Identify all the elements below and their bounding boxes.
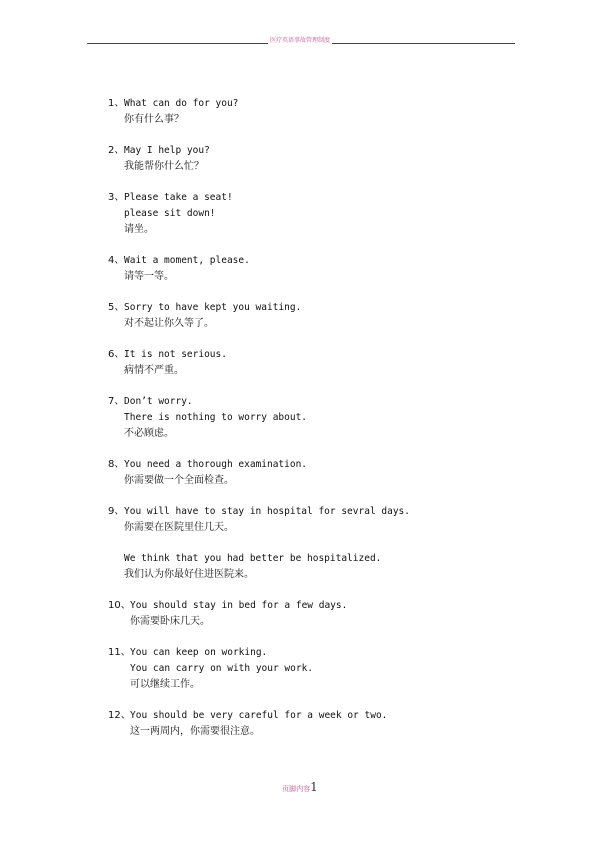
english-text: please sit down!	[124, 208, 216, 219]
list-item	[108, 598, 548, 630]
english-text: Wait a moment, please.	[124, 255, 250, 266]
chinese-text: 对不起让你久等了。	[124, 318, 214, 329]
list-item	[108, 457, 548, 489]
english-text: There is nothing to worry about.	[124, 412, 308, 423]
item-first-line	[108, 347, 548, 363]
chinese-translation	[108, 112, 548, 128]
phrase-list	[108, 96, 548, 740]
item-number: 11、	[108, 647, 131, 658]
list-item	[108, 96, 548, 128]
english-text: You can keep on working.	[130, 647, 268, 658]
chinese-translation	[108, 222, 548, 238]
chinese-translation	[108, 677, 548, 693]
chinese-translation	[108, 426, 548, 442]
item-first-line	[108, 504, 548, 520]
item-number: 6、	[108, 349, 125, 360]
item-first-line	[108, 457, 548, 473]
item-spacer	[108, 442, 548, 457]
item-number: 7、	[108, 396, 125, 407]
english-text: May I help you?	[124, 145, 210, 156]
english-text: Please take a seat!	[124, 192, 233, 203]
item-number: 8、	[108, 459, 125, 470]
english-text: We think that you had better be hospitalized.	[124, 553, 382, 564]
item-number: 9、	[108, 506, 125, 517]
english-text: Sorry to have kept you waiting.	[124, 302, 302, 313]
item-number: 5、	[108, 302, 125, 313]
chinese-text: 你需要卧床几天。	[130, 616, 210, 627]
chinese-text: 你需要在医院里住几天。	[124, 522, 234, 533]
item-first-line	[108, 645, 548, 661]
item-first-line	[108, 143, 548, 159]
item-first-line	[108, 96, 548, 112]
item-spacer	[108, 128, 548, 143]
footer-label: 页脚内容	[282, 785, 311, 793]
item-spacer	[108, 630, 548, 645]
english-phrase	[108, 661, 548, 677]
item-number: 1、	[108, 98, 125, 109]
page-footer	[0, 780, 600, 794]
english-phrase	[108, 551, 548, 567]
chinese-text: 请坐。	[124, 224, 154, 235]
chinese-translation	[108, 473, 548, 489]
item-spacer	[108, 583, 548, 598]
english-text: You need a thorough examination.	[124, 459, 308, 470]
item-first-line	[108, 300, 548, 316]
chinese-text: 可以继续工作。	[130, 679, 200, 690]
item-number: 10、	[108, 600, 131, 611]
header-title: 医疗英语事故管理制度	[269, 37, 330, 44]
english-text: It is not serious.	[124, 349, 227, 360]
item-spacer	[108, 238, 548, 253]
chinese-text: 病情不严重。	[124, 365, 184, 376]
item-number: 3、	[108, 192, 125, 203]
chinese-text: 不必顾虑。	[124, 428, 174, 439]
item-spacer	[108, 285, 548, 300]
english-text: You should be very careful for a week or two.	[130, 710, 388, 721]
item-number: 4、	[108, 255, 125, 266]
list-item	[108, 253, 548, 285]
list-item	[108, 347, 548, 379]
item-number: 12、	[108, 710, 131, 721]
english-phrase	[108, 206, 548, 222]
chinese-text: 我们认为你最好住进医院来。	[124, 569, 254, 580]
chinese-text: 这一两周内，你需要很注意。	[130, 726, 260, 737]
page-header	[0, 37, 600, 45]
item-first-line	[108, 394, 548, 410]
spacer	[108, 536, 548, 551]
list-item	[108, 300, 548, 332]
item-spacer	[108, 332, 548, 347]
list-item	[108, 394, 548, 442]
english-text: You will have to stay in hospital for sevral days.	[124, 506, 410, 517]
item-first-line	[108, 253, 548, 269]
english-text: You can carry on with your work.	[130, 663, 314, 674]
item-spacer	[108, 175, 548, 190]
list-item	[108, 708, 548, 740]
english-text: What can do for you?	[124, 98, 239, 109]
chinese-translation	[108, 520, 548, 536]
english-text: You should stay in bed for a few days.	[130, 600, 348, 611]
chinese-translation	[108, 269, 548, 285]
chinese-translation	[108, 363, 548, 379]
page-number: 1	[310, 780, 318, 794]
chinese-translation	[108, 316, 548, 332]
chinese-text: 请等一等。	[124, 271, 174, 282]
item-number: 2、	[108, 145, 125, 156]
chinese-text: 我能帮你什么忙？	[124, 161, 204, 172]
chinese-translation	[108, 724, 548, 740]
item-spacer	[108, 489, 548, 504]
english-phrase	[108, 410, 548, 426]
item-first-line	[108, 190, 548, 206]
chinese-translation	[108, 567, 548, 583]
list-item	[108, 645, 548, 693]
chinese-text: 你有什么事？	[124, 114, 184, 125]
list-item	[108, 143, 548, 175]
item-spacer	[108, 379, 548, 394]
chinese-translation	[108, 159, 548, 175]
chinese-text: 你需要做一个全面检查。	[124, 475, 234, 486]
list-item	[108, 504, 548, 583]
chinese-translation	[108, 614, 548, 630]
list-item	[108, 190, 548, 238]
item-first-line	[108, 598, 548, 614]
item-first-line	[108, 708, 548, 724]
item-spacer	[108, 693, 548, 708]
english-text: Don’t worry.	[124, 396, 193, 407]
